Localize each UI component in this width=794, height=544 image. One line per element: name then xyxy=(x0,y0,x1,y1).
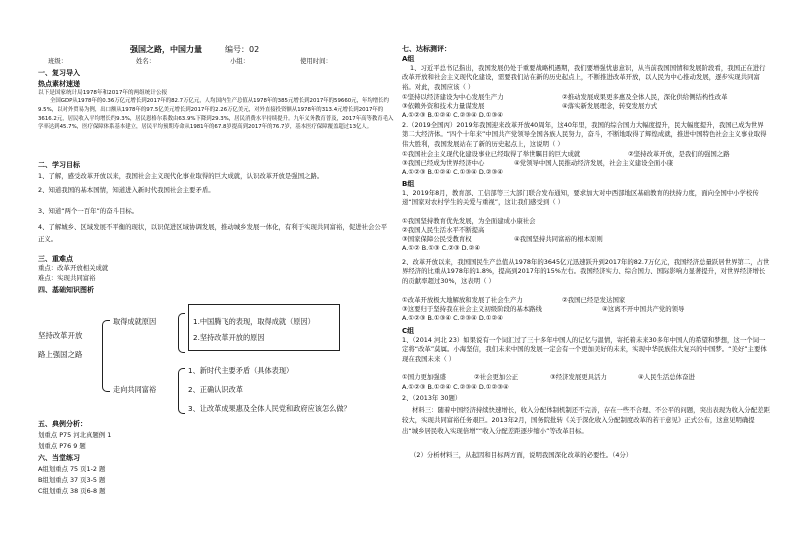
practice-item: B组划重点 37 页3-5 题 xyxy=(38,476,106,484)
question-a1: 1、习近平总书记指出，我国发展仍处于重要战略机遇期，我们要增强忧患意识，从当前我国国情和发展阶段看，我国正在进行改革开放和社会主义现代化建设，需要我们站在新的历史起点上，不断推进改革开放，以人民为中心推动发展，逐步实现共同富裕。对此，我国应该（ ） xyxy=(402,64,766,91)
q-c1-option: ③经济发展更具活力 xyxy=(550,373,607,381)
q-a2-option: ①我国社会主义现代化建设事业已经取得了举世瞩目的巨大成就 xyxy=(402,150,581,158)
diagram-root-line2: 路上强国之路 xyxy=(38,350,83,359)
q-a2-answers: A.①②③ B.①②④ C.①③④ D.②③④ xyxy=(402,168,503,176)
goal-item: 1、了解，感受改革开放以来，我国社会主义现代化事业取得的巨大成就，认识改革开放是强国之路。 xyxy=(38,172,324,180)
q-c1-option: ①国力更加强盛 xyxy=(402,373,447,381)
q-c1-answers: A.①②③ B.①②④ C.②③④ D.①②③④ xyxy=(402,383,509,391)
branch-common-prosperity: 走向共同富裕 xyxy=(113,385,157,394)
worksheet-number: 编号：02 xyxy=(225,45,260,54)
q-a1-answers: A.①②③ B.①②④ C.②③④ D.①③④ xyxy=(402,111,503,119)
q-c1-option: ②社会更加公正 xyxy=(474,373,519,381)
hot-material-title: 热点素材速递 xyxy=(38,80,80,88)
question-c2-material: 材料三：随着中国经济持续快速增长，收入分配体制机制还不完善，存在一些不合理、不公平的问题，突出表现为收入分配差距较大，实现共同富裕任务艰巨。2013年2月，国务院批转《关于深化收入分配制度改革的若干意见》正式公布，这意见明确提出“城乡居民收入实现倍增”“收入分配差距逐步缩小”等改革目标。 xyxy=(402,406,770,435)
q-a1-option: ①坚持以经济建设为中心发展生产力 xyxy=(402,93,504,101)
section-diagram-title: 四、基础知识图析 xyxy=(38,286,94,294)
example-item: 划重点 P76 9 题 xyxy=(38,442,86,450)
section-keypoints-title: 三、重难点 xyxy=(38,255,73,263)
section-goals-title: 二、学习目标 xyxy=(38,161,80,169)
branch1-item: 2.坚持改革开放的原因 xyxy=(193,333,265,342)
worksheet-title: 强国之路，中国力量 xyxy=(130,45,202,54)
question-c2-title: 2、（2013年 30题） xyxy=(402,394,462,402)
branch-achievement: 取得成就原因 xyxy=(113,317,157,326)
q-b2-option: ②我国已经是发达国家 xyxy=(562,296,626,304)
practice-item: C组划重点 38 页6-8 题 xyxy=(38,487,106,495)
material-intro: 以下是国家统计局1978年和2017年的两组统计公报 xyxy=(38,90,168,96)
q-a2-option: ③我国已经成为世界经济中心 xyxy=(402,159,485,167)
material-paragraph: 全国GDP从1978年的0.36万亿元增长到2017年的82.7万亿元，人均国内生产总值从1978年的385元增长到2017年的59660元，年均增长约9.5%，以对外贸易为例，出口额从1978年的97.5亿美元增长到2017年的2.26万亿美元，对外直接投资额从1978年的313.4元增长到2017年的3616.2元，居民收入平均增长约9.3%，居民恩格尔系数由63.9%下降到29.3%，居民消费水平持续提升。九年义务教育普及，2017年高等教育毛入学率达到45.7%，医疗保障体系基本建立，居民平均预期寿命从1981年的67.8岁提高到2017年的76.7岁，基本医疗保障覆盖超过13亿人。 xyxy=(38,98,394,131)
question-c1: 1、（2014 河北 23）如果说有一个词汇过了三十多年中国人的记忆与温情，寄托着未来30多年中国人的希望和梦想，这一个词一定将“改革”莫属。小海坚信，我们未来中国的发展一定会有一个更加美好的未来，实现中华民族伟大复兴的中国梦。“美好”主要体现在我国未来（ ） xyxy=(402,336,767,363)
branch2-item: 2、正确认识改革 xyxy=(188,385,243,394)
field-name: 姓名： xyxy=(136,57,156,65)
q-a2-option: ②坚持改革开放，是我们的强国之路 xyxy=(628,150,730,158)
field-class: 班级： xyxy=(48,57,68,65)
q-b2-option: ③这要归于坚持我在社会主义初级阶段的基本路线 xyxy=(402,305,542,313)
goal-item: 2、知道我国的基本国情，知道进入新时代我国社会主要矛盾。 xyxy=(38,186,215,194)
field-group: 小组： xyxy=(230,57,250,65)
branch1-box xyxy=(188,304,340,351)
group-a-label: A组 xyxy=(402,55,415,63)
q-c1-option: ④人民生活总体奋进 xyxy=(638,373,695,381)
example-item: 划重点 P75 河北真题例 1 xyxy=(38,431,112,439)
q-a1-option: ②推动发展成果更多惠及全体人民，深化供给侧结构性改革 xyxy=(562,93,728,101)
branch2-item: 3、让改革成果惠及全体人民党和政府应该怎么做？ xyxy=(188,404,351,413)
q-b2-answers: A.①②③ B.①③④ C.②③④ D.①②④ xyxy=(402,314,503,322)
root-brace xyxy=(102,320,110,392)
field-time: 使用时间： xyxy=(300,57,332,65)
branch1-item: 1.中国腾飞的表现，取得成就（原因） xyxy=(193,317,315,326)
branch2-brace xyxy=(178,368,185,414)
q-b2-option: ①改革开放极大地解放和发展了社会生产力 xyxy=(402,296,523,304)
q-b1-answers: A.①② B.①③ C.②③ D.②④ xyxy=(402,244,481,252)
difficult-point: 难点：实现共同富裕 xyxy=(38,274,96,282)
question-a2: 2.（2019全国丙）2019年我国迎来改革开放40周年，这40年里，我国的综合国力大幅度提升，民大幅度提升，我国已成为世界第二大经济体。“四个十年来”中国共产党领导全国各族人民努力，奋斗，不断地取得了辉煌成就，推进中国特色社会主义事业取得伟大胜利，我国发展站在了新的历史起点上，这说明（ ） xyxy=(402,121,767,148)
goal-item: 3、知道“两个一百年”的奋斗目标。 xyxy=(38,207,139,215)
branch2-item: 1、新时代主要矛盾（具体表现） xyxy=(188,366,294,375)
section-examples-title: 五、典例分析： xyxy=(38,420,87,428)
q-b1-option: ③国家保障公民受教育权 xyxy=(402,235,472,243)
key-point: 重点：改革开放相关成就 xyxy=(38,264,109,272)
group-c-label: C组 xyxy=(402,327,415,335)
question-b2: 2、改革开放以来，我国国民生产总值从1978年的3645亿元迅速跃升到2017年的82.7万亿元，我国经济总量跃居世界第二，占世界经济的比重从1978年的1.8%，提高到2017年的15%左右。我国经济实力、综合国力、国际影响力显著提升，对世界经济增长的贡献率超过30%，这表明（ ） xyxy=(402,258,770,285)
q-a1-option: ③依赖外资和技术力量谋发展 xyxy=(402,102,485,110)
q-b1-option: ①我国坚持教育优先发展，为全面建成小康社会 xyxy=(402,217,536,225)
diagram-root-line1: 坚持改革开放 xyxy=(38,331,83,340)
q-b1-option: ④我国坚持共同富裕的根本原则 xyxy=(514,235,603,243)
section-assessment-title: 七、达标测评： xyxy=(402,45,451,53)
q-a2-option: ④党领导中国人民推动经济发展，社会主义建设全面小康 xyxy=(514,159,674,167)
branch1-brace xyxy=(178,313,185,353)
group-b-label: B组 xyxy=(402,180,415,188)
section-practice-title: 六、当堂练习 xyxy=(38,454,80,462)
q-b2-option: ④这离不开中国共产党的领导 xyxy=(602,305,685,313)
question-c2-prompt: （2）分析材料三，从起因和目标两方面，说明我国深化改革的必要性。（4分） xyxy=(410,451,633,459)
goal-item: 4、了解城乡、区域发展不平衡的现状，以识促进区域协调发展，推动城乡发展一体化，有利于实现共同富裕，促进社会公平正义。 xyxy=(38,223,388,244)
section-review-title: 一、复习导入 xyxy=(38,69,80,77)
q-a1-option: ④落实新发展理念，转变发展方式 xyxy=(562,102,658,110)
q-b1-option: ②我国人民生活水平不断提高 xyxy=(402,226,485,234)
practice-item: A组划重点 75 页1-2 题 xyxy=(38,465,106,473)
question-b1: 1、2019年8月，教育部、工信部等三大部门联合发布通知，要求加大对中西部地区基础教育的扶持力度，面向全国中小学校传递“国家对农村学生的关爱与重视”，这让我们感受到（ ） xyxy=(402,189,759,207)
